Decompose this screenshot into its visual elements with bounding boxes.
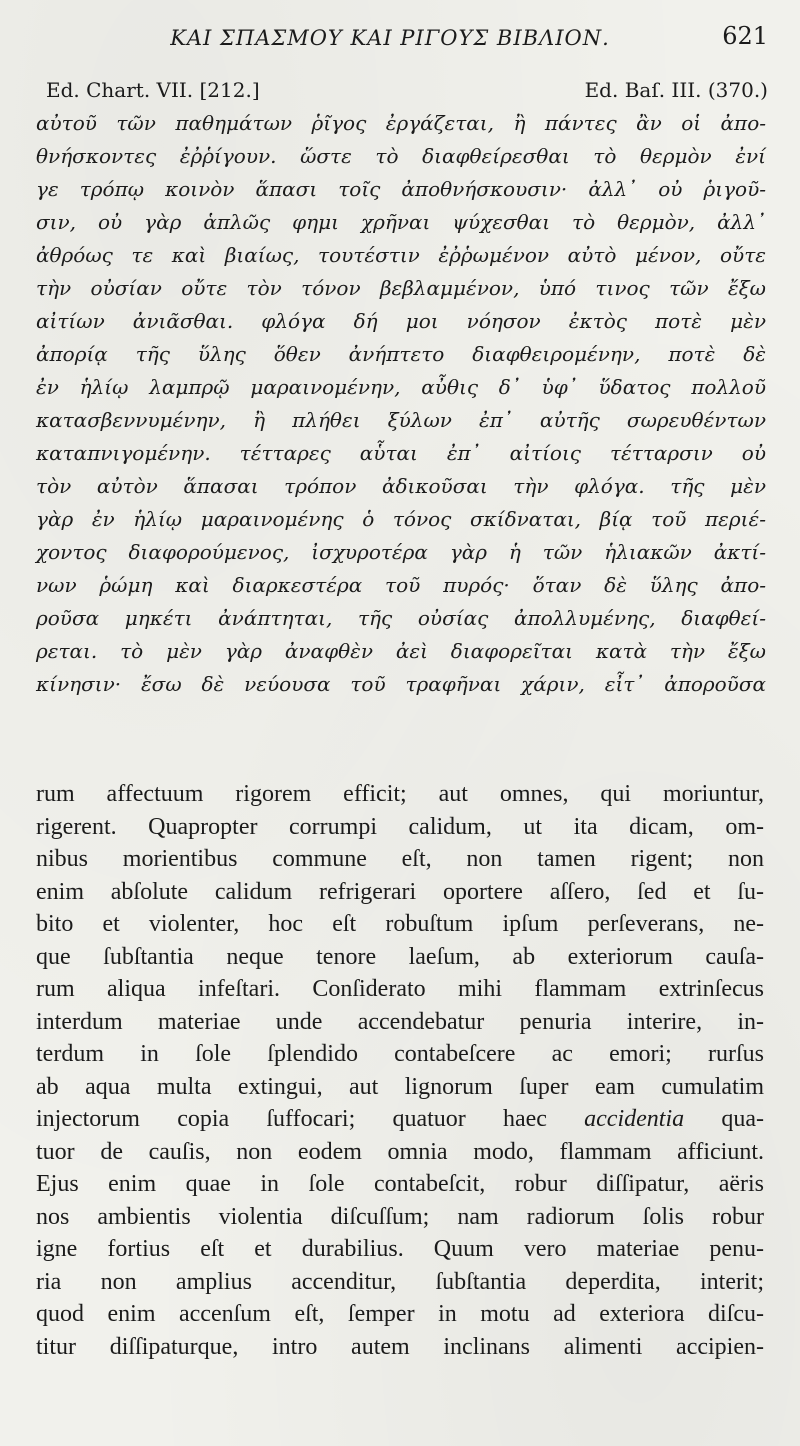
latin-line: ria non amplius accenditur, ſubſtantia deperdita, interit; (36, 1268, 764, 1295)
latin-line: quod enim accenſum eſt, ſemper in motu ad exteriora diſcu- (36, 1301, 764, 1327)
latin-text-block (36, 778, 764, 1363)
latin-line: interdum materiae unde accendebatur penuria interire, in- (36, 1008, 764, 1035)
greek-line: καταπνιγομένην. τέτταρες αὗται ἐπ᾽ αἰτίοις τέτταρσιν οὐ (36, 441, 766, 465)
greek-text-block (36, 107, 766, 701)
latin-line: nos ambientis violentia diſcuſſum; nam radiorum ſolis robur (36, 1203, 764, 1230)
greek-line: γὰρ ἐν ἡλίῳ μαραινομένης ὁ τόνος σκίδναται, βίᾳ τοῦ περιέ- (36, 507, 766, 531)
greek-line: ρεται. τὸ μὲν γὰρ ἀναφθὲν ἀεὶ διαφορεῖται κατὰ τὴν ἔξω (36, 639, 766, 663)
greek-line: κίνησιν· ἔσω δὲ νεύουσα τοῦ τραφῆναι χάριν, εἶτ᾽ ἀποροῦσα (36, 672, 766, 696)
greek-line: ροῦσα μηκέτι ἀνάπτηται, τῆς οὐσίας ἀπολλυμένης, διαφθεί- (36, 606, 766, 630)
latin-line: tuor de cauſis, non eodem omnia modo, flammam afficiunt. (36, 1138, 764, 1165)
greek-line: κατασβεννυμένην, ἢ πλήθει ξύλων ἐπ᾽ αὐτῆς σωρευθέντων (36, 408, 766, 432)
latin-line: terdum in ſole ſplendido contabeſcere ac emori; rurſus (36, 1041, 764, 1067)
edition-reference-right: Ed. Baſ. III. (370.) (584, 78, 768, 102)
latin-line: enim abſolute calidum refrigerari oportere aſſero, ſed et ſu- (36, 878, 764, 905)
greek-line: νων ῥώμη καὶ διαρκεστέρα τοῦ πυρός· ὅταν δὲ ὕλης ἀπο- (36, 573, 766, 597)
greek-line: αὐτοῦ τῶν παθημάτων ῥῖγος ἐργάζεται, ἢ πάντες ἂν οἱ ἀπο- (36, 111, 766, 135)
latin-line: nibus morientibus commune eſt, non tamen rigent; non (36, 846, 764, 872)
latin-line: igne fortius eſt et durabilius. Quum vero materiae penu- (36, 1236, 764, 1262)
latin-line-with-italic (36, 1103, 764, 1136)
greek-line: θνήσκοντες ἐῤῥίγουν. ὥστε τὸ διαφθείρεσθαι τὸ θερμὸν ἐνί (36, 144, 766, 168)
greek-line: ἐν ἡλίῳ λαμπρῷ μαραινομένην, αὖθις δ᾽ ὑφ᾽ ὕδατος πολλοῦ (36, 375, 766, 399)
latin-line: bito et violenter, hoc eſt robuſtum ipſum perſeverans, ne- (36, 911, 764, 937)
latin-line-tail: qua- (721, 1106, 764, 1132)
greek-line: χοντος διαφορούμενος, ἰσχυροτέρα γὰρ ἡ τῶν ἡλιακῶν ἀκτί- (36, 540, 766, 564)
greek-line: σιν, οὐ γὰρ ἁπλῶς φημι χρῆναι ψύχεσθαι τὸ θερμὸν, ἀλλ᾽ (36, 210, 766, 234)
latin-line: rigerent. Quapropter corrumpi calidum, ut ita dicam, om- (36, 813, 764, 840)
italic-word: accidentia (584, 1106, 685, 1132)
greek-line: ἀθρόως τε καὶ βιαίως, τουτέστιν ἐῤῥωμένον αὐτὸ μένον, οὔτε (36, 243, 766, 267)
edition-reference-left: Ed. Chart. VII. [212.] (46, 78, 260, 102)
greek-line: αἰτίων ἀνιᾶσθαι. φλόγα δή μοι νόησον ἐκτὸς ποτὲ μὲν (36, 309, 766, 333)
latin-line: rum aliqua infeſtari. Conſiderato mihi flammam extrinſecus (36, 976, 764, 1002)
greek-line: τὴν οὐσίαν οὔτε τὸν τόνον βεβλαμμένον, ὑπό τινος τῶν ἔξω (36, 276, 766, 300)
latin-line: titur diſſipaturque, intro autem inclinans alimenti accipien- (36, 1333, 764, 1360)
latin-line: ab aqua multa extingui, aut lignorum ſuper eam cumulatim (36, 1073, 764, 1100)
running-title: ΚΑΙ ΣΠΑΣΜΟΥ ΚΑΙ ΡΙΓΟΥΣ ΒΙΒΛΙΟΝ. (170, 26, 610, 50)
greek-line: τὸν αὐτὸν ἅπασαι τρόπον ἀδικοῦσαι τὴν φλόγα. τῆς μὲν (36, 474, 766, 498)
greek-line: ἀπορίᾳ τῆς ὕλης ὅθεν ἀνήπτετο διαφθειρομένην, ποτὲ δὲ (36, 342, 766, 366)
latin-line: rum affectuum rigorem efficit; aut omnes, qui moriuntur, (36, 781, 764, 807)
page-number: 621 (722, 22, 768, 50)
greek-line: γε τρόπῳ κοινὸν ἅπασι τοῖς ἀποθνήσκουσιν· ἀλλ᾽ οὐ ῥιγοῦ- (36, 177, 766, 201)
latin-line: Ejus enim quae in ſole contabeſcit, robur diſſipatur, aëris (36, 1171, 764, 1197)
latin-line-text: injectorum copia ſuffocari; quatuor haec (36, 1106, 547, 1132)
latin-line: que ſubſtantia neque tenore laeſum, ab exteriorum cauſa- (36, 943, 764, 970)
